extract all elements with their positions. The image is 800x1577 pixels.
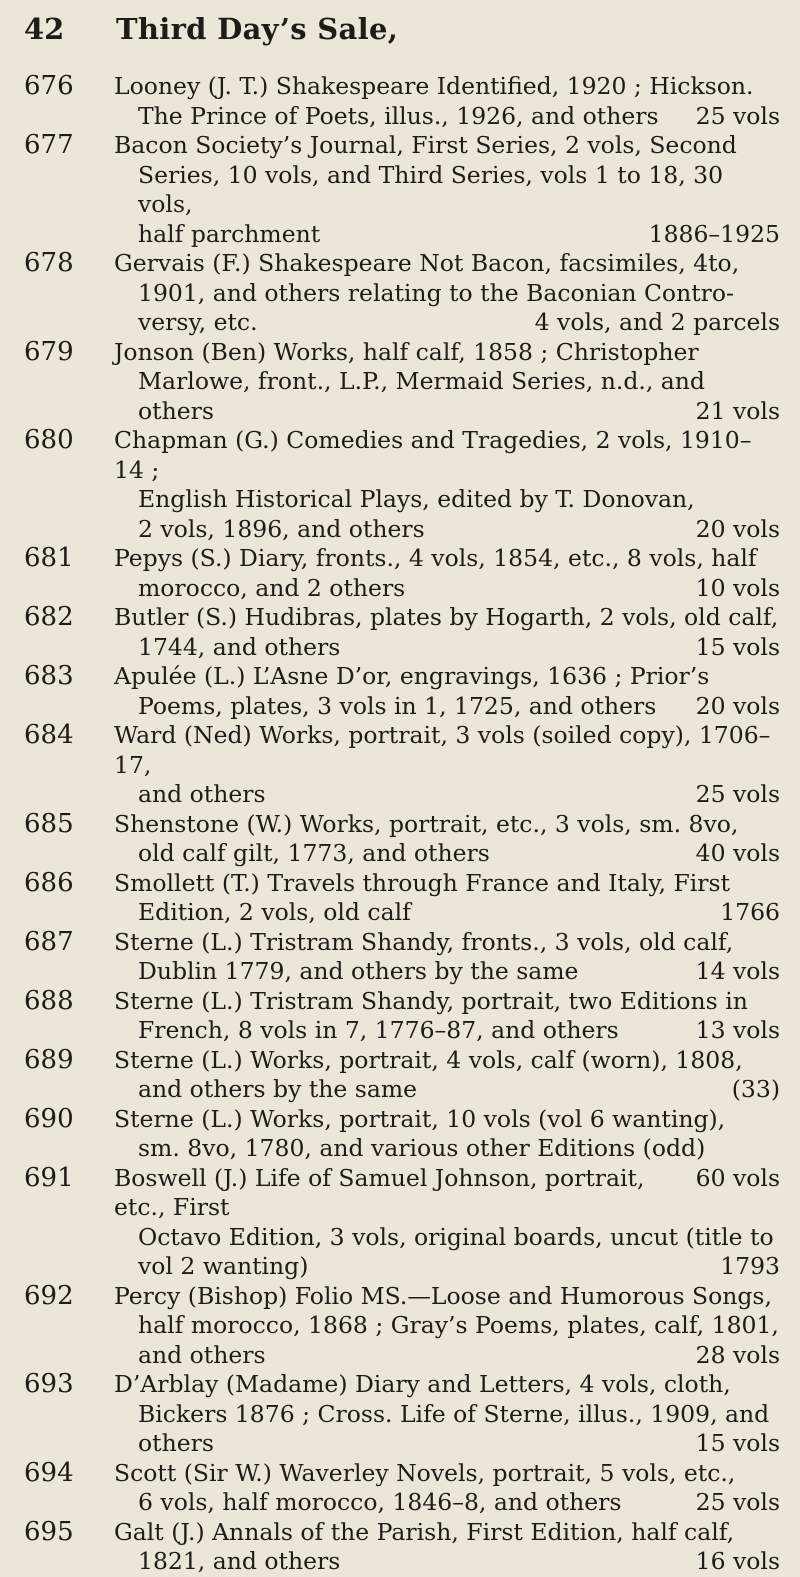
lot-quantity: 20 vols <box>695 514 780 543</box>
lot-number: 678 <box>24 248 74 278</box>
lot-text: Sterne (L.) Tristram Shandy, portrait, two Editions in <box>114 986 748 1015</box>
lot-number: 693 <box>24 1369 74 1399</box>
lot-text: and others <box>138 1340 266 1369</box>
lot-entry <box>0 249 800 338</box>
lot-text: Gervais (F.) Shakespeare Not Bacon, facsimiles, 4to, <box>114 249 740 277</box>
lot-line <box>114 485 780 515</box>
lot-line <box>114 161 780 220</box>
lot-line <box>114 1223 780 1253</box>
lot-line <box>114 603 780 633</box>
lot-text: morocco, and 2 others <box>138 573 406 602</box>
lot-entry <box>0 338 800 427</box>
lot-text: Galt (J.) Annals of the Parish, First Edition, half calf, <box>114 1517 735 1546</box>
lot-line <box>114 721 780 780</box>
lot-text: vol 2 wanting) <box>138 1252 309 1280</box>
lot-entry <box>0 1282 800 1371</box>
lot-text: others <box>138 1429 214 1457</box>
lot-text: Series, 10 vols, and Third Series, vols 1 to 18, 30 vols, <box>138 160 724 218</box>
page-number: 42 <box>24 12 65 46</box>
lot-line <box>114 1282 780 1312</box>
lot-number: 682 <box>24 602 74 632</box>
lot-number: 686 <box>24 867 74 898</box>
lot-line <box>114 1518 780 1548</box>
lot-line <box>114 102 780 132</box>
lot-text: Pepys (S.) Diary, fronts., 4 vols, 1854, etc., 8 vols, half <box>114 544 757 572</box>
lot-line <box>114 1134 780 1164</box>
lot-quantity: 60 vols <box>695 1163 780 1192</box>
lot-line <box>114 1400 780 1430</box>
lot-text: French, 8 vols in 7, 1776–87, and others <box>138 1016 619 1044</box>
lot-entry <box>0 544 800 603</box>
lot-quantity: (33) <box>731 1075 780 1103</box>
lot-line <box>114 1252 780 1282</box>
lot-line <box>114 810 780 840</box>
lot-number: 676 <box>24 71 74 101</box>
lot-entry <box>0 928 800 987</box>
lot-line <box>114 780 780 810</box>
lot-line <box>114 1105 780 1135</box>
lot-text: half morocco, 1868 ; Gray’s Poems, plates, calf, 1801, <box>138 1311 779 1339</box>
lot-line <box>114 279 780 309</box>
lot-entry <box>0 131 800 249</box>
lot-number: 684 <box>24 720 74 750</box>
lot-entry <box>0 987 800 1046</box>
lot-text: Jonson (Ben) Works, half calf, 1858 ; Christopher <box>114 337 699 366</box>
lot-text: The Prince of Poets, illus., 1926, and others <box>138 101 659 130</box>
lot-text: Sterne (L.) Tristram Shandy, fronts., 3 vols, old calf, <box>114 927 734 956</box>
lot-line <box>114 338 780 368</box>
lot-text: English Historical Plays, edited by T. Donovan, <box>138 485 695 513</box>
lot-quantity: 25 vols <box>695 1488 780 1516</box>
lot-line <box>114 249 780 279</box>
lot-quantity: 10 vols <box>695 573 780 602</box>
lot-line <box>114 1046 780 1076</box>
lot-text: Dublin 1779, and others by the same <box>138 957 579 985</box>
lot-number: 685 <box>24 808 74 839</box>
page-header <box>0 4 800 44</box>
lot-number: 695 <box>24 1516 74 1547</box>
lot-text: versy, etc. <box>138 308 258 336</box>
lot-quantity: 25 vols <box>695 101 780 130</box>
lot-number: 679 <box>24 336 74 367</box>
lot-text: 1901, and others relating to the Baconian Contro- <box>138 278 734 307</box>
lot-text: Edition, 2 vols, old calf <box>138 898 411 926</box>
lot-text: Sterne (L.) Works, portrait, 10 vols (vol 6 wanting), <box>114 1104 726 1133</box>
lot-quantity: 20 vols <box>695 691 780 720</box>
lot-number: 690 <box>24 1103 74 1134</box>
lot-line <box>114 397 780 427</box>
lot-entry <box>0 662 800 721</box>
lot-line <box>114 544 780 574</box>
lot-entry <box>0 810 800 869</box>
lot-entry <box>0 1459 800 1518</box>
lot-quantity: 40 vols <box>695 839 780 867</box>
lot-quantity: 1793 <box>720 1252 780 1280</box>
lot-text: half parchment <box>138 219 321 248</box>
lot-quantity: 1886–1925 <box>648 219 780 248</box>
lot-line <box>114 131 780 161</box>
lot-text: D’Arblay (Madame) Diary and Letters, 4 vols, cloth, <box>114 1370 731 1398</box>
lot-line <box>114 515 780 545</box>
lot-line <box>114 1164 780 1223</box>
lot-entry <box>0 603 800 662</box>
lot-line <box>114 72 780 102</box>
lot-text: others <box>138 396 214 425</box>
lot-text: Boswell (J.) Life of Samuel Johnson, portrait, etc., First <box>114 1163 645 1221</box>
lot-quantity: 4 vols, and 2 parcels <box>534 308 780 336</box>
lot-text: and others by the same <box>138 1075 418 1103</box>
lot-quantity: 28 vols <box>695 1340 780 1369</box>
lot-text: old calf gilt, 1773, and others <box>138 839 490 867</box>
lot-line <box>114 308 780 338</box>
lot-text: Marlowe, front., L.P., Mermaid Series, n.d., and <box>138 367 705 395</box>
page-title: Third Day’s Sale, <box>116 12 399 46</box>
lot-line <box>114 574 780 604</box>
lot-text: Looney (J. T.) Shakespeare Identified, 1920 ; Hickson. <box>114 72 754 100</box>
lot-line <box>114 839 780 869</box>
lot-text: 2 vols, 1896, and others <box>138 514 425 543</box>
lot-text: Shenstone (W.) Works, portrait, etc., 3 vols, sm. 8vo, <box>114 809 739 838</box>
lot-line <box>114 692 780 722</box>
lot-text: Smollett (T.) Travels through France and Italy, First <box>114 868 731 897</box>
lot-number: 694 <box>24 1457 74 1488</box>
lot-text: Scott (Sir W.) Waverley Novels, portrait, 5 vols, etc., <box>114 1458 736 1487</box>
lot-line <box>114 426 780 485</box>
lot-quantity: 1766 <box>720 898 780 926</box>
lot-text: Butler (S.) Hudibras, plates by Hogarth, 2 vols, old calf, <box>114 603 779 631</box>
lot-quantity: 16 vols <box>695 1547 780 1575</box>
lot-text: Chapman (G.) Comedies and Tragedies, 2 vols, 1910–14 ; <box>114 426 752 484</box>
lot-line <box>114 367 780 397</box>
lot-text: 6 vols, half morocco, 1846–8, and others <box>138 1488 622 1516</box>
lot-quantity: 13 vols <box>695 1016 780 1044</box>
lot-quantity: 15 vols <box>695 1429 780 1457</box>
lot-entry <box>0 721 800 810</box>
lot-number: 691 <box>24 1162 74 1193</box>
lot-entry <box>0 426 800 544</box>
lot-text: Sterne (L.) Works, portrait, 4 vols, calf (worn), 1808, <box>114 1045 743 1074</box>
lot-text: 1744, and others <box>138 632 341 661</box>
lot-line <box>114 1488 780 1518</box>
lot-line <box>114 1547 780 1577</box>
lot-number: 680 <box>24 425 74 455</box>
lot-quantity: 21 vols <box>695 396 780 425</box>
lot-text: Percy (Bishop) Folio MS.—Loose and Humorous Songs, <box>114 1281 772 1310</box>
lot-entry <box>0 72 800 131</box>
lot-line <box>114 1075 780 1105</box>
lot-number: 688 <box>24 985 74 1016</box>
lot-number: 692 <box>24 1280 74 1311</box>
lot-line <box>114 957 780 987</box>
lot-line <box>114 1459 780 1489</box>
lot-number: 689 <box>24 1044 74 1075</box>
lot-quantity: 15 vols <box>695 632 780 661</box>
lot-number: 681 <box>24 543 74 573</box>
lot-number: 687 <box>24 926 74 957</box>
lot-text: 1821, and others <box>138 1547 341 1575</box>
lot-quantity: 14 vols <box>695 957 780 985</box>
lot-entry <box>0 1518 800 1577</box>
lot-entry <box>0 869 800 928</box>
lot-entry <box>0 1370 800 1459</box>
lot-text: Apulée (L.) L’Asne D’or, engravings, 1636 ; Prior’s <box>114 662 710 690</box>
lot-text: and others <box>138 780 266 808</box>
lot-line <box>114 1016 780 1046</box>
lot-list <box>0 72 800 1577</box>
lot-text: Bickers 1876 ; Cross. Life of Sterne, illus., 1909, and <box>138 1399 770 1428</box>
lot-line <box>114 662 780 692</box>
lot-text: sm. 8vo, 1780, and various other Editions (odd) <box>138 1134 706 1162</box>
lot-line <box>114 633 780 663</box>
lot-entry <box>0 1164 800 1282</box>
lot-line <box>114 1341 780 1371</box>
lot-text: Bacon Society’s Journal, First Series, 2 vols, Second <box>114 131 737 159</box>
lot-line <box>114 869 780 899</box>
lot-line <box>114 1429 780 1459</box>
lot-text: Poems, plates, 3 vols in 1, 1725, and others <box>138 691 657 720</box>
lot-line <box>114 987 780 1017</box>
lot-line <box>114 1311 780 1341</box>
lot-line <box>114 898 780 928</box>
lot-text: Octavo Edition, 3 vols, original boards, uncut (title to <box>138 1222 774 1251</box>
lot-entry <box>0 1046 800 1105</box>
lot-line <box>114 928 780 958</box>
lot-line <box>114 220 780 250</box>
lot-quantity: 25 vols <box>695 780 780 808</box>
lot-number: 683 <box>24 661 74 691</box>
lot-text: Ward (Ned) Works, portrait, 3 vols (soiled copy), 1706–17, <box>114 721 771 779</box>
lot-line <box>114 1370 780 1400</box>
lot-number: 677 <box>24 130 74 160</box>
